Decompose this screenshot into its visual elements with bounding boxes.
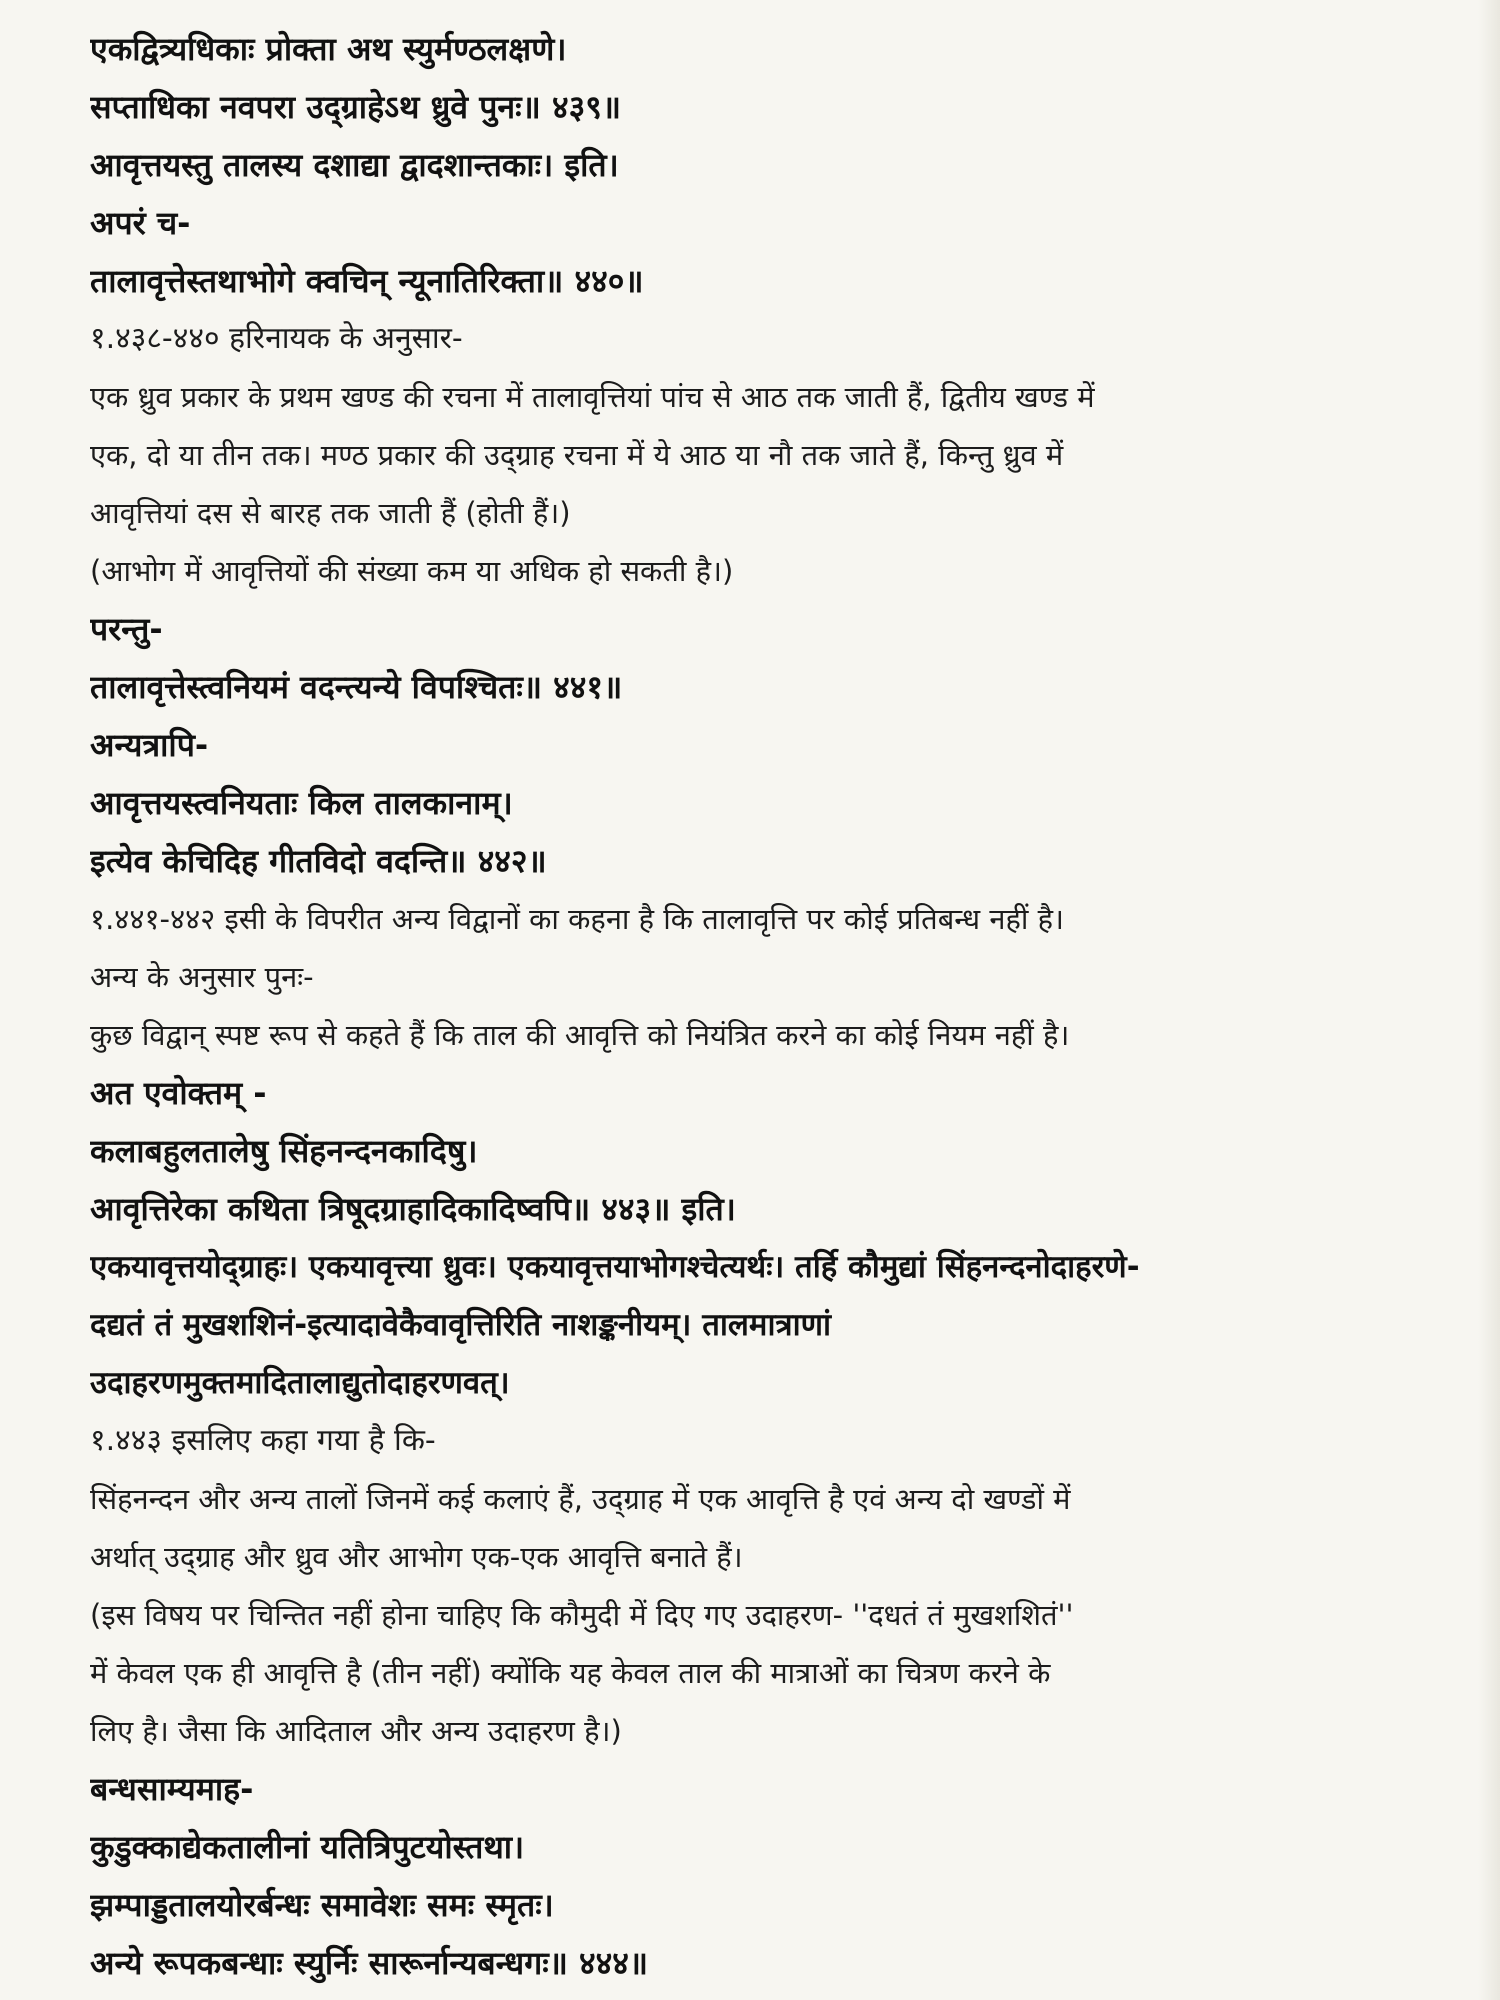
text-line: अपरं च-: [90, 204, 191, 242]
text-line: कुछ विद्वान् स्पष्ट रूप से कहते हैं कि ताल की आवृत्ति को नियंत्रित करने का कोई नियम नहीं है।: [90, 1018, 1070, 1052]
text-line: बन्धसाम्यमाह-: [90, 1770, 254, 1808]
text-line: तालावृत्तेस्त्वनियमं वदन्त्यन्ये विपश्चितः॥ ४४१॥: [90, 668, 623, 706]
text-line: एकयावृत्तयोद्ग्राहः। एकयावृत्त्या ध्रुवः। एकयावृत्तयाभोगश्चेत्यर्थः। तर्हि कौमुद्यां सिंहनन्दनोदाहरणे-: [90, 1249, 1140, 1285]
page-text: [90, 20, 1410, 1992]
page-spine-shadow: [1478, 0, 1500, 2000]
text-line: लिए है। जैसा कि आदिताल और अन्य उदाहरण है।): [90, 1714, 622, 1748]
text-line: परन्तु-: [90, 610, 163, 648]
text-line: इत्येव केचिदिह गीतविदो वदन्ति॥ ४४२॥: [90, 842, 547, 880]
text-line: अर्थात् उद्ग्राह और ध्रुव और आभोग एक-एक आवृत्ति बनाते हैं।: [90, 1540, 743, 1574]
text-line: अन्यत्रापि-: [90, 726, 209, 764]
text-line: अत एवोक्तम् -: [90, 1074, 267, 1112]
text-line: १.४४३ इसलिए कहा गया है कि-: [90, 1423, 436, 1458]
text-line: अन्य के अनुसार पुनः-: [90, 960, 314, 994]
text-line: कुडुक्काद्येकतालीनां यतित्रिपुटयोस्तथा।: [90, 1828, 525, 1866]
text-line: एकद्वित्र्यधिकाः प्रोक्ता अथ स्युर्मण्ठलक्षणे।: [90, 30, 567, 68]
text-line: में केवल एक ही आवृत्ति है (तीन नहीं) क्योंकि यह केवल ताल की मात्राओं का चित्रण करने के: [90, 1656, 1051, 1690]
text-line: कलाबहुलतालेषु सिंहनन्दनकादिषु।: [90, 1132, 478, 1170]
text-line: आवृत्तयस्तु तालस्य दशाद्या द्वादशान्तकाः। इति।: [90, 146, 619, 184]
text-line: (इस विषय पर चिन्तित नहीं होना चाहिए कि कौमुदी में दिए गए उदाहरण- ''दधतं तं मुखशशितं'': [90, 1598, 1074, 1632]
text-line: आवृत्तयस्त्वनियताः किल तालकानाम्।: [90, 784, 513, 822]
text-line: तालावृत्तेस्तथाभोगे क्वचिन् न्यूनातिरिक्ता॥ ४४०॥: [90, 262, 644, 300]
text-line: एक, दो या तीन तक। मण्ठ प्रकार की उद्ग्राह रचना में ये आठ या नौ तक जाते हैं, किन्तु ध्रुव में: [90, 438, 1064, 472]
text-line: १.४३८-४४० हरिनायक के अनुसार-: [90, 321, 463, 356]
text-line: १.४४१-४४२ इसी के विपरीत अन्य विद्वानों का कहना है कि तालावृत्ति पर कोई प्रतिबन्ध नहीं है।: [90, 902, 1064, 936]
text-line: दद्यतं तं मुखशशिनं-इत्यादावेकैवावृत्तिरिति नाशङ्कनीयम्। तालमात्राणां: [90, 1307, 832, 1343]
text-line: झम्पाड्डतालयोरर्बन्धः समावेशः समः स्मृतः।: [90, 1886, 554, 1924]
text-line: उदाहरणमुक्तमादितालाद्युतोदाहरणवत्।: [90, 1365, 510, 1401]
text-line: सिंहनन्दन और अन्य तालों जिनमें कई कलाएं हैं, उद्ग्राह में एक आवृत्ति है एवं अन्य दो खण्डों में: [90, 1482, 1071, 1516]
text-line: अन्ये रूपकबन्धाः स्युर्निः सारूर्नान्यबन्धगः॥ ४४४॥: [90, 1944, 649, 1982]
text-line: सप्ताधिका नवपरा उद्ग्राहेऽथ ध्रुवे पुनः॥ ४३९॥: [90, 88, 622, 126]
text-line: आवृत्तिरेका कथिता त्रिषूदग्राहादिकादिष्वपि॥ ४४३॥ इति।: [90, 1190, 736, 1228]
text-line: (आभोग में आवृत्तियों की संख्या कम या अधिक हो सकती है।): [90, 554, 734, 588]
text-line: एक ध्रुव प्रकार के प्रथम खण्ड की रचना में तालावृत्तियां पांच से आठ तक जाती हैं, द्वितीय खण्ड में: [90, 380, 1095, 414]
text-line: आवृत्तियां दस से बारह तक जाती हैं (होती हैं।): [90, 496, 571, 530]
